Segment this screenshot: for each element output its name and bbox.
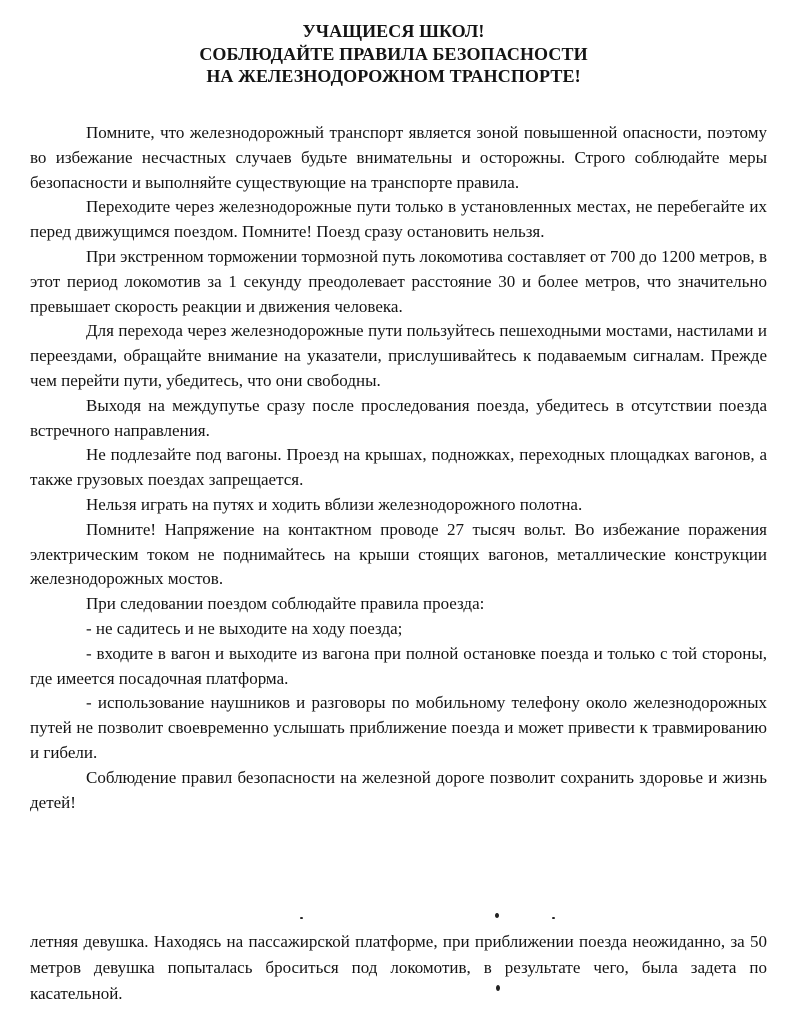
- scan-speck: [495, 913, 499, 918]
- document-title: [0, 20, 787, 88]
- title-line: НА ЖЕЛЕЗНОДОРОЖНОМ ТРАНСПОРТЕ!: [206, 66, 581, 86]
- document-body: [30, 121, 767, 815]
- paragraph: Соблюдение правил безопасности на железной дороге позволит сохранить здоровье и жизнь детей!: [30, 767, 767, 812]
- list-item: - не садитесь и не выходите на ходу поезда;: [86, 618, 403, 638]
- scan-speck: [552, 917, 555, 919]
- paragraph: При следовании поездом соблюдайте правила проезда:: [86, 594, 485, 614]
- list-item: - использование наушников и разговоры по мобильному телефону около железнодорожных путей не позволит своевременно услышать приближение поезда и может привести к травмированию и гибели.: [30, 693, 767, 762]
- paragraph: Переходите через железнодорожные пути только в установленных местах, не перебегайте их перед движущимся поездом. Помните! Поезд сразу остановить нельзя.: [30, 197, 767, 242]
- paragraph: Выходя на междупутье сразу после проследования поезда, убедитесь в отсутствии поезда встречного направления.: [30, 395, 767, 440]
- title-line: УЧАЩИЕСЯ ШКОЛ!: [302, 21, 485, 41]
- fragment-text: летняя девушка. Находясь на пассажирской платформе, при приближении поезда неожиданно, за 50 метров девушка попыталась броситься под локомотив, в результате чего, была задета по касательной.: [30, 932, 767, 1003]
- paragraph: Не подлезайте под вагоны. Проезд на крышах, подножках, переходных площадках вагонов, а также грузовых поездах запрещается.: [30, 445, 767, 490]
- paragraph: Для перехода через железнодорожные пути пользуйтесь пешеходными мостами, настилами и переездами, обращайте внимание на указатели, прислушивайтесь к подаваемым сигналам. Прежде чем перейти пути, убедитесь, что они свободны.: [30, 321, 767, 390]
- clipped-text-fragment: [30, 929, 767, 1007]
- paragraph: Помните! Напряжение на контактном проводе 27 тысяч вольт. Во избежание поражения электрическим током не поднимайтесь на крыши стоящих вагонов, металлические конструкции железнодорожных мостов.: [30, 519, 767, 589]
- scan-speck: [300, 917, 303, 919]
- paragraph: При экстренном торможении тормозной путь локомотива составляет от 700 до 1200 метров, в этот период локомотив за 1 секунду преодолевает расстояние 30 и более метров, что значительно превышает скорость реакции и движения человека.: [30, 246, 767, 316]
- paragraph: Помните, что железнодорожный транспорт является зоной повышенной опасности, поэтому во избежание несчастных случаев будьте внимательны и осторожны. Строго соблюдайте меры безопасности и выполняйте существующие на транспорте правила.: [30, 123, 767, 192]
- title-line: СОБЛЮДАЙТЕ ПРАВИЛА БЕЗОПАСНОСТИ: [199, 43, 588, 64]
- list-item: - входите в вагон и выходите из вагона при полной остановке поезда и только с той стороны, где имеется посадочная платформа.: [30, 643, 767, 688]
- paragraph: Нельзя играть на путях и ходить вблизи железнодорожного полотна.: [86, 494, 583, 514]
